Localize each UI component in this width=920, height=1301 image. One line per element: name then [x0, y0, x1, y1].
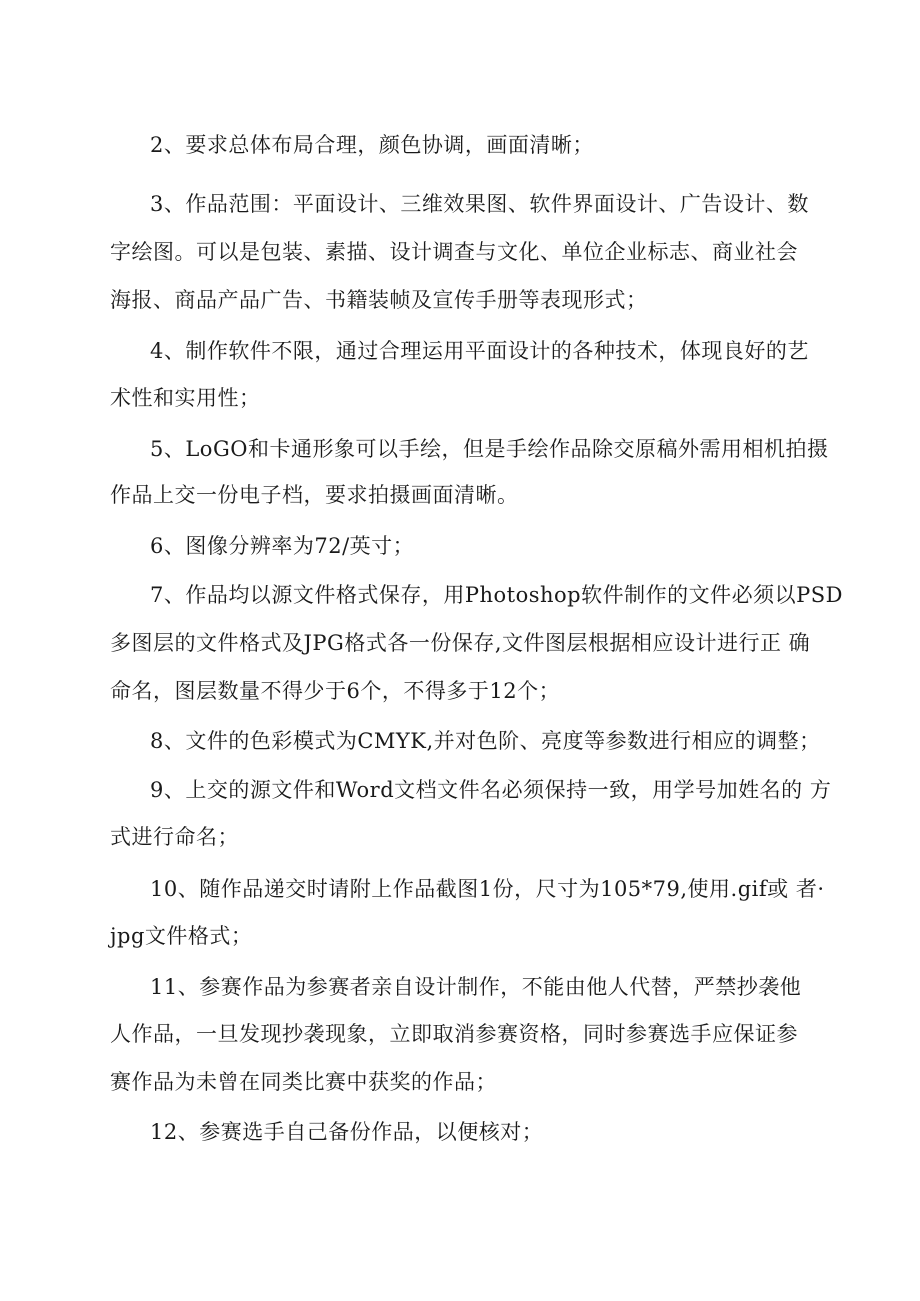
- item-7-line-3: 命名，图层数量不得少于6个，不得多于12个；: [110, 679, 561, 703]
- item-5-line-2: 作品上交一份电子档，要求拍摄画面清晰。: [110, 483, 519, 507]
- item-4-line-1: 4、制作软件不限，通过合理运用平面设计的各种技术，体现良好的艺: [150, 339, 809, 363]
- item-8-line-1: 8、文件的色彩模式为CMYK,并对色阶、亮度等参数进行相应的调整；: [150, 729, 821, 753]
- item-3-line-2: 字绘图。可以是包装、素描、设计调查与文化、单位企业标志、商业社会: [110, 240, 798, 264]
- item-9-line-2: 式进行命名；: [110, 825, 239, 849]
- item-11-line-2: 人作品，一旦发现抄袭现象，立即取消参赛资格，同时参赛选手应保证参: [110, 1022, 798, 1046]
- item-10-line-1: 10、随作品递交时请附上作品截图1份，尺寸为105*79,使用.gif或 者·: [150, 877, 825, 901]
- item-7-line-2: 多图层的文件格式及JPG格式各一份保存,文件图层根据相应设计进行正 确: [110, 631, 811, 655]
- item-6-line-1: 6、图像分辨率为72/英寸；: [150, 534, 415, 558]
- item-4-line-2: 术性和实用性；: [110, 386, 261, 410]
- item-11-line-3: 赛作品为未曾在同类比赛中获奖的作品；: [110, 1070, 497, 1094]
- item-7-line-1: 7、作品均以源文件格式保存，用Photoshop软件制作的文件必须以PSD: [150, 583, 843, 607]
- item-9-line-1: 9、上交的源文件和Word文档文件名必须保持一致，用学号加姓名的 方: [150, 778, 832, 802]
- item-10-line-2: jpg文件格式；: [110, 924, 253, 948]
- item-3-line-1: 3、作品范围：平面设计、三维效果图、软件界面设计、广告设计、数: [150, 192, 809, 216]
- item-3-line-3: 海报、商品产品广告、书籍装帧及宣传手册等表现形式；: [110, 288, 648, 312]
- item-11-line-1: 11、参赛作品为参赛者亲自设计制作，不能由他人代替，严禁抄袭他: [150, 975, 802, 999]
- item-5-line-1: 5、LoGO和卡通形象可以手绘，但是手绘作品除交原稿外需用相机拍摄: [150, 437, 829, 461]
- item-2-line-1: 2、要求总体布局合理，颜色协调，画面清晰；: [150, 133, 594, 157]
- item-12-line-1: 12、参赛选手自己备份作品，以便核对；: [150, 1120, 544, 1144]
